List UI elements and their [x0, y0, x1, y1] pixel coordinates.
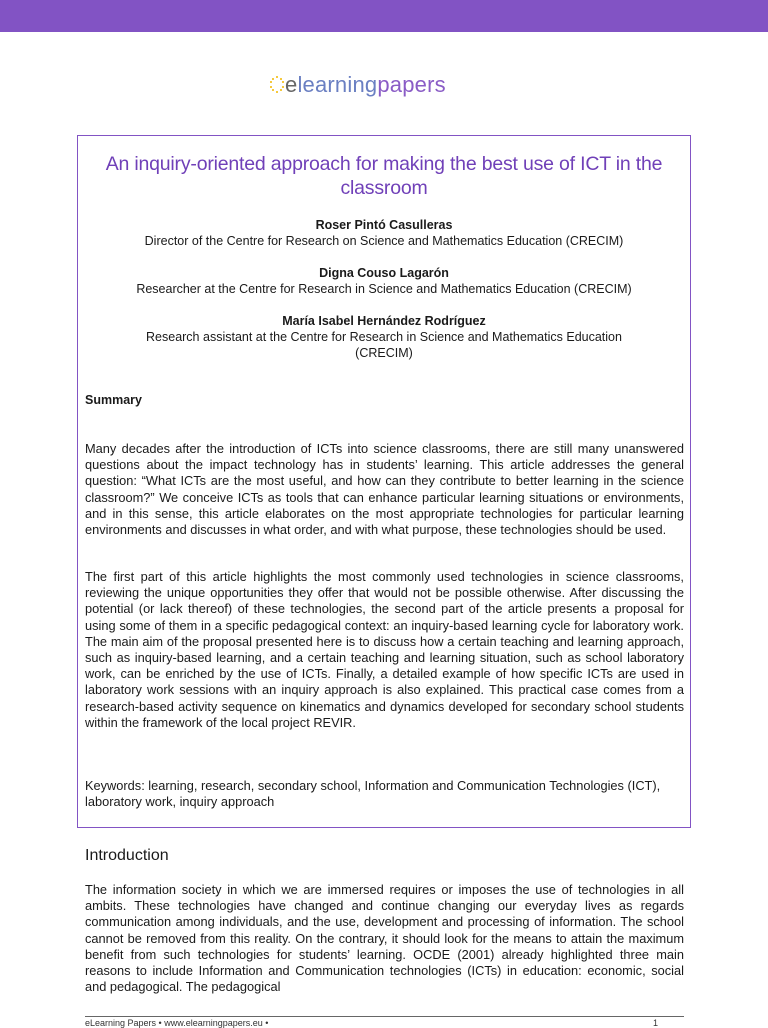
elearningpapers-logo: [270, 70, 446, 100]
footer-text: eLearning Papers • www.elearningpapers.eu •: [85, 1018, 269, 1028]
author-name: María Isabel Hernández Rodríguez: [282, 314, 486, 328]
author-affiliation: Research assistant at the Centre for Research in Science and Mathematics Education (CRECIM): [146, 330, 622, 360]
top-bar: [0, 0, 768, 32]
summary-paragraph-2: The first part of this article highlights the most commonly used technologies in science classrooms, reviewing the unique opportunities they offer that would not be possible otherwise. After discussing the potential (or lack thereof) of these technologies, the second part of the article presents a proposal for using some of them in a specific pedagogical context: an inquiry-based learning cycle for laboratory work. The main aim of the proposal presented here is to discuss how a certain teaching and learning approach, such as inquiry-based learning, and a certain teaching and learning situation, such as school laboratory work, can be enriched by the use of ICTs. Finally, a detailed example of how specific ICTs are used in laboratory work sessions with an inquiry approach is also explained. This practical case comes from a research-based activity sequence on kinematics and dynamics developed for secondary school students within the framework of the local project REVIR.: [85, 569, 684, 730]
logo-papers: papers: [377, 72, 446, 97]
keywords: [85, 778, 684, 810]
summary-paragraph-1: Many decades after the introduction of ICTs into science classrooms, there are still many unanswered questions about the impact technology has in students’ learning. This article addresses the general question: “What ICTs are the most useful, and how can they contribute to better learning in the science classroom?” We conceive ICTs as tools that can enhance particular learning situations or environments, and in this sense, this article elaborates on the most appropriate technologies for particular learning environments and discusses in what order, and with what purpose, these technologies should be used.: [85, 441, 684, 538]
page-number: 1: [653, 1018, 659, 1028]
author-affiliation: Director of the Centre for Research on Science and Mathematics Education (CRECIM): [144, 234, 624, 248]
logo-text: [285, 74, 446, 96]
footer-rule: [85, 1016, 684, 1017]
paper-title: An inquiry-oriented approach for making the best use of ICT in the classroom: [105, 153, 663, 199]
keywords-text: : learning, research, secondary school, Information and Communication Technologies (ICT), laboratory work, inquiry approach: [85, 778, 661, 810]
logo-learning: learning: [297, 72, 378, 97]
introduction-heading: Introduction: [85, 847, 169, 864]
author-block-2: [95, 265, 673, 297]
author-block-3: [95, 313, 673, 361]
logo-stars-icon: [270, 76, 284, 94]
author-block-1: [95, 217, 673, 249]
author-name: Roser Pintó Casulleras: [315, 218, 453, 232]
author-name: Digna Couso Lagarón: [319, 266, 449, 280]
logo-e: e: [285, 72, 298, 97]
summary-heading: Summary: [85, 393, 142, 407]
keywords-label: Keywords: [85, 778, 142, 793]
author-affiliation: Researcher at the Centre for Research in Science and Mathematics Education (CRECIM): [136, 282, 632, 296]
introduction-paragraph: The information society in which we are immersed requires or imposes the use of technologies in all ambits. These technologies have changed and continue changing our everyday lives as regards communication among individuals, and the use, development and processing of information. The school cannot be removed from this reality. On the contrary, it should look for the means to attain the maximum benefit from such technologies for students’ learning. OCDE (2001) already highlighted three main reasons to include Information and Communication technologies (ICTs) in education: economic, social and pedagogical. The pedagogical: [85, 882, 684, 995]
